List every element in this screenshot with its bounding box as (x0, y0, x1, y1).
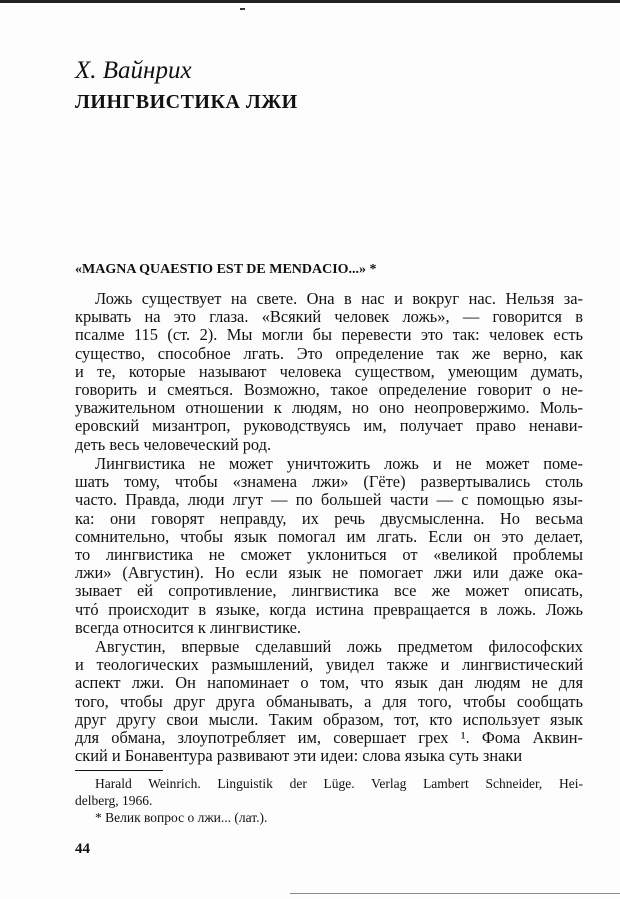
text-line: того, чтобы друг друга обманывать, а для того, чтобы сообщать (75, 691, 583, 711)
text-line: аспект лжи. Он напоминает о том, что язык дан людям не для (75, 673, 583, 693)
footnote-line: delberg, 1966. (75, 793, 153, 808)
text-line: уважительном отношении к людям, но оно неопровержимо. Моль- (75, 398, 583, 418)
text-line: для обмана, злоупотребляет им, совершает грех ¹. Фома Аквин- (75, 728, 583, 747)
text-line: то лингвистика не сможет уклониться от «великой проблемы (75, 545, 583, 564)
text-line: говорить и смеяться. Возможно, такое определение говорит о не- (75, 380, 583, 399)
author-name: Х. Вайнрих (75, 57, 192, 84)
text-line: зывает ей сопротивление, лингвистика все же может описать, (75, 581, 583, 601)
section-heading: «MAGNA QUAESTIO EST DE MENDACIO...» * (75, 262, 377, 277)
text-line: и те, которые называют человека существом, умеющим думать, (75, 361, 583, 381)
text-line: Лингвистика не может уничтожить ложь и не может поме- (95, 454, 583, 473)
footnote-rule (75, 770, 163, 771)
scan-edge-line (0, 0, 620, 3)
text-line: ка: они говорят неправду, их речь двусмысленна. Но весьма (75, 508, 583, 528)
text-line: ский и Бонавентура развивают эти идеи: слова языка суть знаки (75, 746, 523, 766)
text-line: шать тому, чтобы «знамена лжи» (Гёте) развертывались столь (75, 472, 583, 492)
text-line: Августин, впервые сделавший ложь предметом философских (95, 637, 583, 656)
text-line: существо, способное лгать. Это определение так же верно, как (75, 343, 583, 363)
text-line: и теологических размышлений, увидел также и лингвистический (75, 655, 583, 675)
text-line: псалме 115 (ст. 2). Мы могли бы перевести это так: человек есть (75, 325, 583, 345)
scan-mark (240, 8, 245, 10)
text-line: деть весь человеческий род. (75, 434, 272, 454)
text-line: сомнительно, чтобы язык помогал им лгать. Если он это делает, (75, 526, 583, 546)
text-line: друг другу свои мысли. Таким образом, тот, кто использует язык (75, 709, 583, 729)
text-line: Ложь существует на свете. Она в нас и вокруг нас. Нельзя за- (95, 289, 583, 308)
text-line: часто. Правда, люди лгут — по большей части — с помощью язы- (75, 490, 583, 510)
article-title: ЛИНГВИСТИКА ЛЖИ (75, 91, 298, 113)
text-line: лжи» (Августин). Но если язык не помогает лжи или даже ока- (75, 563, 583, 583)
text-line: всегда относится к лингвистике. (75, 617, 302, 637)
page-number: 44 (75, 841, 90, 857)
text-line: чтó происходит в языке, когда истина превращается в ложь. Ложь (75, 599, 583, 619)
text-line: еровский мизантроп, руководствуясь им, получает право ненави- (75, 416, 583, 436)
scan-edge-bottom (290, 893, 620, 894)
footnote-line: * Велик вопрос о лжи... (лат.). (95, 810, 268, 825)
footnote-line: Harald Weinrich. Linguistik der Lüge. Verlag Lambert Schneider, Hei- (95, 776, 583, 791)
text-line: крывать на это глаза. «Всякий человек ложь», — говорится в (75, 307, 583, 327)
